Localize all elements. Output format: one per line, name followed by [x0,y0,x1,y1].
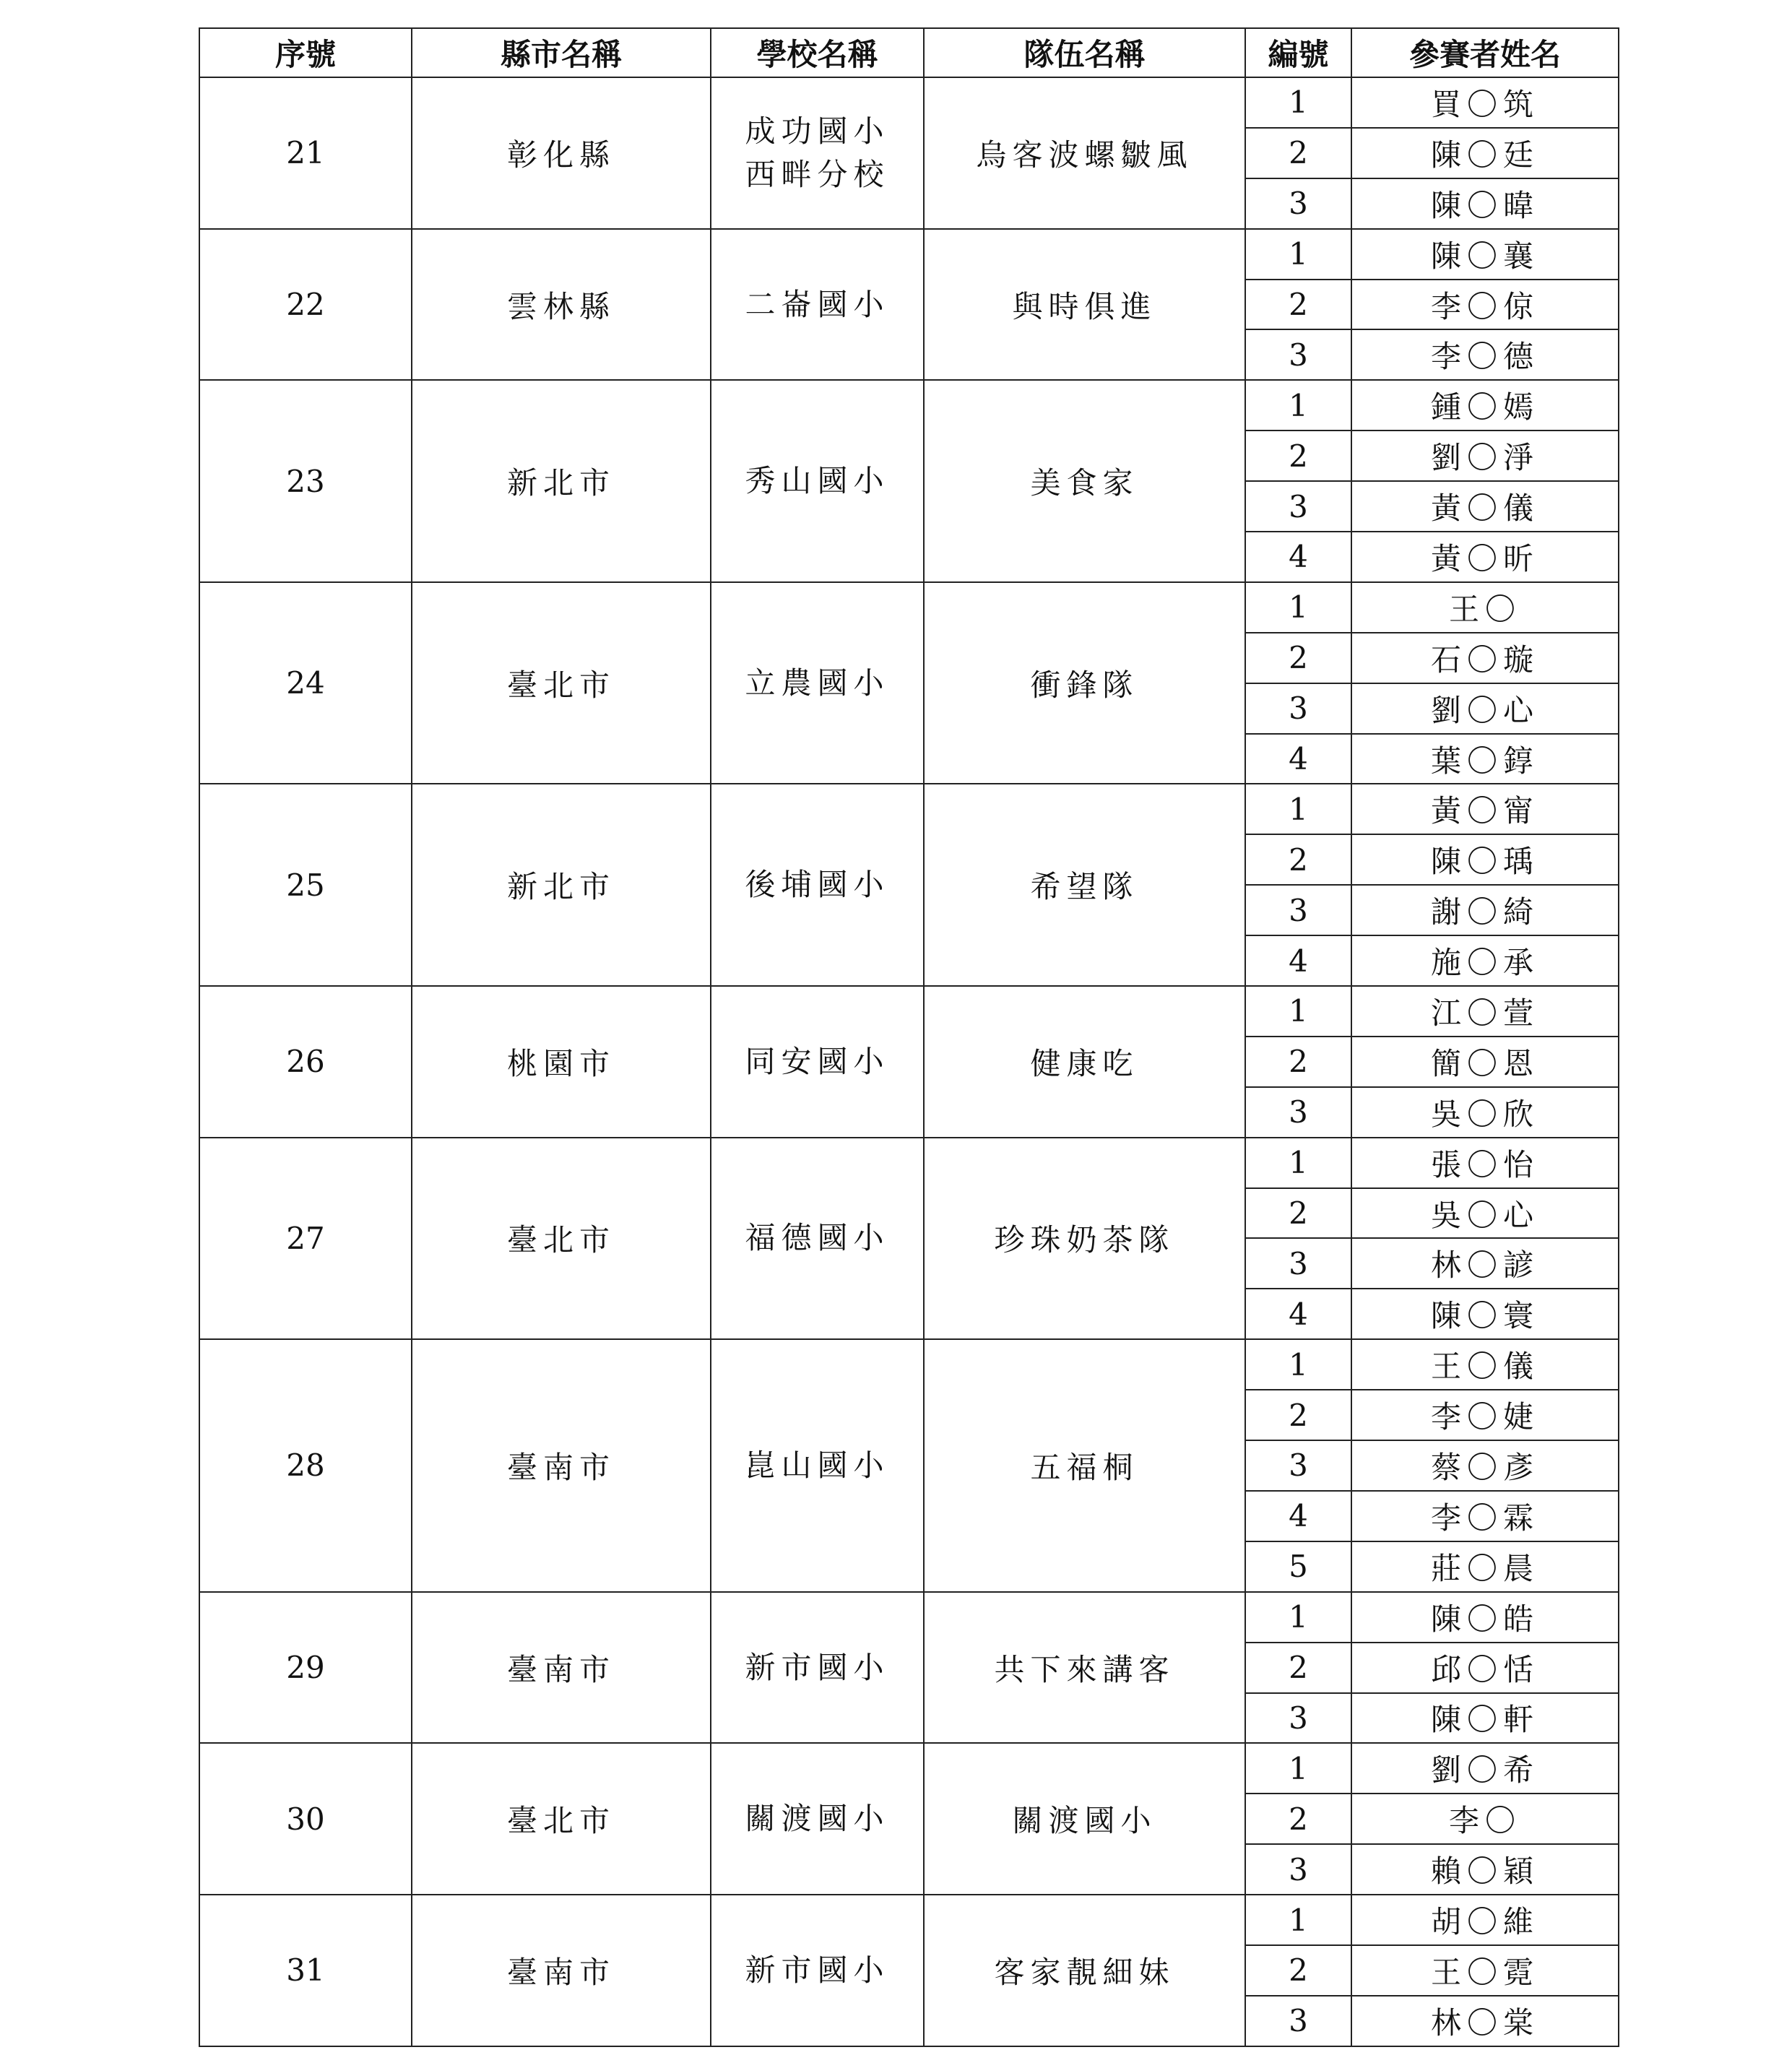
team-county: 臺北市 [412,582,711,784]
table-row [199,77,1619,128]
member-number: 2 [1245,1794,1351,1844]
participant-name: 黃〇甯 [1351,784,1619,834]
team-seq: 23 [199,380,412,582]
participant-name: 陳〇暐 [1351,178,1619,229]
participant-name: 石〇璇 [1351,633,1619,683]
participant-name: 李〇 [1351,1794,1619,1844]
school-name-line: 崑山國小 [745,1447,890,1483]
member-number: 2 [1245,128,1351,178]
member-number: 3 [1245,329,1351,380]
team-county: 新北市 [412,784,711,986]
school-name-line: 秀山國小 [745,463,890,499]
table-row [199,1743,1619,1794]
team-county: 桃園市 [412,986,711,1138]
team-county: 臺南市 [412,1339,711,1591]
team-name: 希望隊 [924,784,1245,986]
school-name-line: 西畔分校 [745,156,890,192]
team-name: 五福桐 [924,1339,1245,1591]
participant-name: 李〇德 [1351,329,1619,380]
participant-name: 簡〇恩 [1351,1037,1619,1087]
team-name: 共下來講客 [924,1592,1245,1744]
member-number: 1 [1245,1339,1351,1390]
team-school [711,582,924,784]
header-participant-name: 參賽者姓名 [1351,28,1619,77]
member-number: 1 [1245,77,1351,128]
member-number: 4 [1245,1491,1351,1541]
member-number: 3 [1245,1996,1351,2046]
member-number: 1 [1245,784,1351,834]
participant-name: 吳〇心 [1351,1188,1619,1239]
participant-name: 莊〇晨 [1351,1541,1619,1592]
participant-name: 李〇婕 [1351,1390,1619,1440]
team-county: 雲林縣 [412,229,711,381]
member-number: 3 [1245,1440,1351,1491]
member-number: 1 [1245,986,1351,1037]
header-row [199,28,1619,77]
header-team: 隊伍名稱 [924,28,1245,77]
participant-name: 陳〇襄 [1351,229,1619,280]
participant-name: 陳〇廷 [1351,128,1619,178]
member-number: 1 [1245,582,1351,633]
member-number: 2 [1245,834,1351,885]
participant-name: 江〇萱 [1351,986,1619,1037]
school-name-line: 成功國小 [745,113,890,149]
member-number: 3 [1245,481,1351,532]
team-name: 美食家 [924,380,1245,582]
table-row [199,784,1619,834]
team-school [711,1895,924,2046]
member-number: 2 [1245,1390,1351,1440]
team-name: 衝鋒隊 [924,582,1245,784]
header-seq: 序號 [199,28,412,77]
participant-name: 胡〇維 [1351,1895,1619,1945]
participant-name: 王〇 [1351,582,1619,633]
team-seq: 22 [199,229,412,381]
participant-name: 黃〇昕 [1351,532,1619,582]
participant-name: 買〇筑 [1351,77,1619,128]
team-seq: 21 [199,77,412,229]
member-number: 2 [1245,1945,1351,1996]
school-name-line: 二崙國小 [745,286,890,322]
participant-name: 劉〇淨 [1351,431,1619,481]
member-number: 3 [1245,1844,1351,1895]
member-number: 3 [1245,683,1351,734]
team-school [711,1592,924,1744]
team-seq: 30 [199,1743,412,1895]
header-county: 縣市名稱 [412,28,711,77]
school-name-line: 立農國小 [745,665,890,701]
school-name-line: 福德國小 [745,1220,890,1256]
team-school [711,77,924,229]
member-number: 1 [1245,229,1351,280]
team-seq: 31 [199,1895,412,2046]
member-number: 2 [1245,1188,1351,1239]
member-number: 4 [1245,1289,1351,1339]
participant-name: 邱〇恬 [1351,1643,1619,1693]
table-row [199,1138,1619,1188]
member-number: 2 [1245,1037,1351,1087]
header-school: 學校名稱 [711,28,924,77]
member-number: 1 [1245,1592,1351,1643]
participant-name: 陳〇瑀 [1351,834,1619,885]
participant-name: 施〇承 [1351,935,1619,986]
participant-name: 賴〇穎 [1351,1844,1619,1895]
team-seq: 29 [199,1592,412,1744]
team-name: 珍珠奶茶隊 [924,1138,1245,1340]
team-school [711,1138,924,1340]
team-seq: 24 [199,582,412,784]
member-number: 3 [1245,1238,1351,1289]
participant-name: 李〇霖 [1351,1491,1619,1541]
school-name-line: 新市國小 [745,1952,890,1988]
member-number: 3 [1245,1087,1351,1138]
participant-name: 吳〇欣 [1351,1087,1619,1138]
school-name-line: 關渡國小 [745,1801,890,1837]
team-seq: 25 [199,784,412,986]
member-number: 4 [1245,532,1351,582]
team-seq: 27 [199,1138,412,1340]
member-number: 4 [1245,935,1351,986]
roster-body [199,77,1619,2046]
member-number: 3 [1245,1693,1351,1744]
team-school [711,1743,924,1895]
team-school [711,380,924,582]
team-seq: 28 [199,1339,412,1591]
participant-name: 陳〇皓 [1351,1592,1619,1643]
participant-name: 王〇儀 [1351,1339,1619,1390]
member-number: 1 [1245,1138,1351,1188]
table-row [199,229,1619,280]
participant-name: 王〇霓 [1351,1945,1619,1996]
team-county: 新北市 [412,380,711,582]
team-school [711,986,924,1138]
table-row [199,1339,1619,1390]
team-name: 關渡國小 [924,1743,1245,1895]
participant-name: 陳〇軒 [1351,1693,1619,1744]
school-name-line: 新市國小 [745,1649,890,1685]
member-number: 2 [1245,1643,1351,1693]
member-number: 1 [1245,1895,1351,1945]
member-number: 3 [1245,178,1351,229]
participant-name: 林〇諺 [1351,1238,1619,1289]
team-name: 客家靚細妹 [924,1895,1245,2046]
participant-name: 謝〇綺 [1351,885,1619,935]
header-member-number: 編號 [1245,28,1351,77]
table-row [199,582,1619,633]
participant-name: 黃〇儀 [1351,481,1619,532]
member-number: 4 [1245,734,1351,784]
team-county: 臺南市 [412,1592,711,1744]
team-county: 彰化縣 [412,77,711,229]
team-name: 烏客波螺皺風 [924,77,1245,229]
team-school [711,229,924,381]
participant-roster-table [199,27,1619,2047]
participant-name: 張〇怡 [1351,1138,1619,1188]
team-county: 臺北市 [412,1743,711,1895]
team-seq: 26 [199,986,412,1138]
member-number: 2 [1245,280,1351,330]
participant-name: 林〇棠 [1351,1996,1619,2046]
school-name-line: 同安國小 [745,1043,890,1079]
school-name-line: 後埔國小 [745,867,890,903]
participant-name: 葉〇錞 [1351,734,1619,784]
member-number: 3 [1245,885,1351,935]
table-row [199,986,1619,1037]
member-number: 1 [1245,1743,1351,1794]
participant-name: 劉〇希 [1351,1743,1619,1794]
team-school [711,784,924,986]
participant-name: 劉〇心 [1351,683,1619,734]
team-county: 臺北市 [412,1138,711,1340]
member-number: 5 [1245,1541,1351,1592]
table-row [199,1895,1619,1945]
participant-name: 陳〇寰 [1351,1289,1619,1339]
member-number: 2 [1245,633,1351,683]
participant-name: 蔡〇彥 [1351,1440,1619,1491]
table-row [199,380,1619,431]
participant-name: 鍾〇嫣 [1351,380,1619,431]
member-number: 2 [1245,431,1351,481]
table-row [199,1592,1619,1643]
team-school [711,1339,924,1591]
team-county: 臺南市 [412,1895,711,2046]
team-name: 與時俱進 [924,229,1245,381]
participant-name: 李〇倞 [1351,280,1619,330]
member-number: 1 [1245,380,1351,431]
team-name: 健康吃 [924,986,1245,1138]
